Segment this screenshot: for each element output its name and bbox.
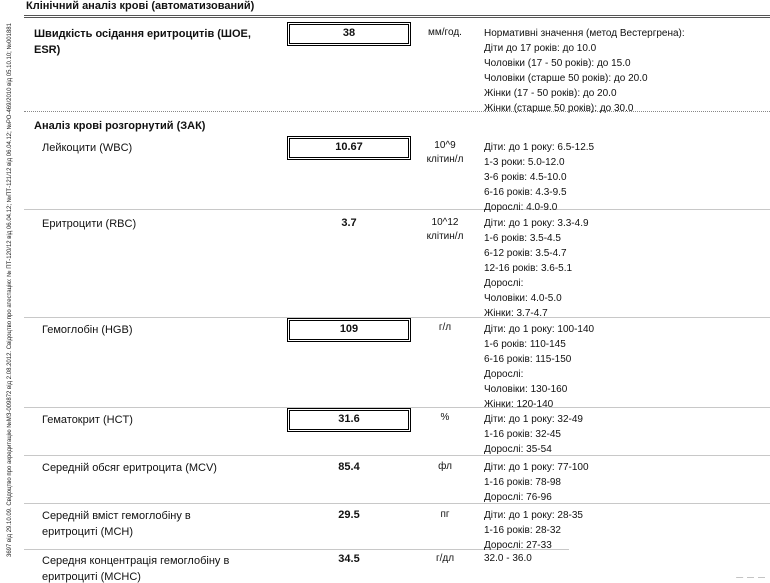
reference-line: 1-6 років: 3.5-4.5: [484, 233, 561, 244]
reference-line: Чоловіки (старше 50 років): до 20.0: [484, 73, 648, 84]
reference-line: 1-3 роки: 5.0-12.0: [484, 157, 565, 168]
test-name: Швидкість осідання еритроцитів (ШОЕ, ESR): [34, 28, 251, 56]
document-title: Клінічний аналіз крові (автоматизований): [26, 0, 255, 12]
reference-line: Жінки: 120-140: [484, 399, 554, 410]
reference-ranges: [484, 508, 583, 553]
reference-line: Жінки: 3.7-4.7: [484, 308, 548, 319]
reference-line: Жінки (старше 50 років): до 30.0: [484, 103, 634, 114]
reference-ranges: [484, 551, 532, 566]
section-title: Аналіз крові розгорнутий (ЗАК): [34, 120, 206, 132]
reference-line: 1-16 років: 32-45: [484, 429, 561, 440]
result-value: 29.5: [338, 509, 360, 521]
reference-line: Дорослі: 4.0-9.0: [484, 202, 558, 213]
reference-line: Жінки (17 - 50 років): до 20.0: [484, 88, 617, 99]
result-unit: 10^9 клітин/л: [426, 140, 464, 165]
reference-line: 6-12 років: 3.5-4.7: [484, 248, 567, 259]
result-row-mchc: [24, 550, 770, 583]
reference-line: Діти: до 1 року: 77-100: [484, 462, 589, 473]
result-unit: пг: [440, 509, 450, 520]
reference-line: 1-16 років: 28-32: [484, 525, 561, 536]
reference-line: Дорослі: 27-33: [484, 540, 552, 551]
lab-report-page: [24, 0, 770, 583]
reference-line: Чоловіки: 4.0-5.0: [484, 293, 562, 304]
test-name: Середня концентрація гемоглобіну в еритроциті (MCHC): [42, 555, 230, 583]
reference-line: Нормативні значення (метод Вестергрена):: [484, 28, 685, 39]
result-value: 31.6: [287, 408, 411, 432]
reference-line: Діти: до 1 року: 100-140: [484, 324, 595, 335]
result-row-hct: [24, 408, 770, 456]
reference-ranges: [484, 460, 589, 505]
reference-line: 6-16 років: 115-150: [484, 354, 572, 365]
reference-line: 12-16 років: 3.6-5.1: [484, 263, 573, 274]
reference-line: Діти: до 1 року: 6.5-12.5: [484, 142, 595, 153]
result-row-mch: [24, 504, 583, 551]
test-name: Еритроцити (RBC): [42, 218, 137, 230]
reference-line: Чоловіки: 130-160: [484, 384, 568, 395]
test-name: Гемоглобін (HGB): [42, 324, 133, 336]
result-unit: фл: [438, 461, 452, 472]
result-row-mcv: [24, 456, 770, 504]
reference-ranges: [484, 216, 589, 321]
result-row-esr: [24, 20, 770, 112]
result-unit: мм/год.: [428, 27, 462, 38]
reference-line: Дорослі:: [484, 369, 524, 380]
result-unit: г/л: [438, 322, 452, 333]
result-value: 3.7: [341, 217, 357, 229]
reference-line: Діти: до 1 року: 32-49: [484, 414, 583, 425]
result-value: 109: [287, 318, 411, 342]
result-unit: г/дл: [435, 553, 455, 564]
reference-line: Діти до 17 років: до 10.0: [484, 43, 597, 54]
reference-ranges: [484, 412, 583, 457]
result-value: 34.5: [338, 553, 360, 565]
result-unit: 10^12 клітин/л: [426, 217, 464, 242]
reference-line: Дорослі: 76-96: [484, 492, 552, 503]
reference-line: 6-16 років: 4.3-9.5: [484, 187, 567, 198]
reference-line: 32.0 - 36.0: [484, 553, 532, 564]
page-corner-mark: — — —: [736, 574, 766, 581]
test-name: Лейкоцити (WBC): [42, 142, 133, 154]
reference-line: Чоловіки (17 - 50 років): до 15.0: [484, 58, 631, 69]
test-name: Середній обсяг еритроцита (MCV): [42, 462, 217, 474]
reference-ranges: [484, 322, 594, 412]
result-unit: %: [440, 412, 450, 423]
reference-line: 3-6 років: 4.5-10.0: [484, 172, 567, 183]
test-name: Середній вміст гемоглобіну в еритроциті (MCH): [42, 510, 191, 538]
title-divider: [24, 15, 770, 18]
reference-ranges: [484, 26, 685, 116]
reference-line: Діти: до 1 року: 28-35: [484, 510, 583, 521]
result-value: 38: [287, 22, 411, 46]
reference-line: Дорослі:: [484, 278, 524, 289]
test-name: Гематокрит (HCT): [42, 414, 133, 426]
reference-line: Діти: до 1 року: 3.3-4.9: [484, 218, 589, 229]
reference-line: 1-16 років: 78-98: [484, 477, 561, 488]
reference-line: Дорослі: 35-54: [484, 444, 552, 455]
reference-line: 1-6 років: 110-145: [484, 339, 566, 350]
result-row-wbc: [24, 134, 770, 213]
result-value: 85.4: [338, 461, 360, 473]
accreditation-side-text: 3697 від 29.10.09. Свідоцтво про акредитацію №МЗ-009872 від 2.08.2012. Свідоцтво про атестацію: № ПТ-120/12 від 06.04.12; №ПТ-121/12 від 06.04.12; №РО-469/2010 від 05.10.10; №001881: [7, 23, 13, 557]
result-value: 10.67: [287, 136, 411, 160]
reference-ranges: [484, 140, 594, 215]
result-row-rbc: [24, 210, 770, 318]
result-row-hgb: [24, 318, 770, 408]
